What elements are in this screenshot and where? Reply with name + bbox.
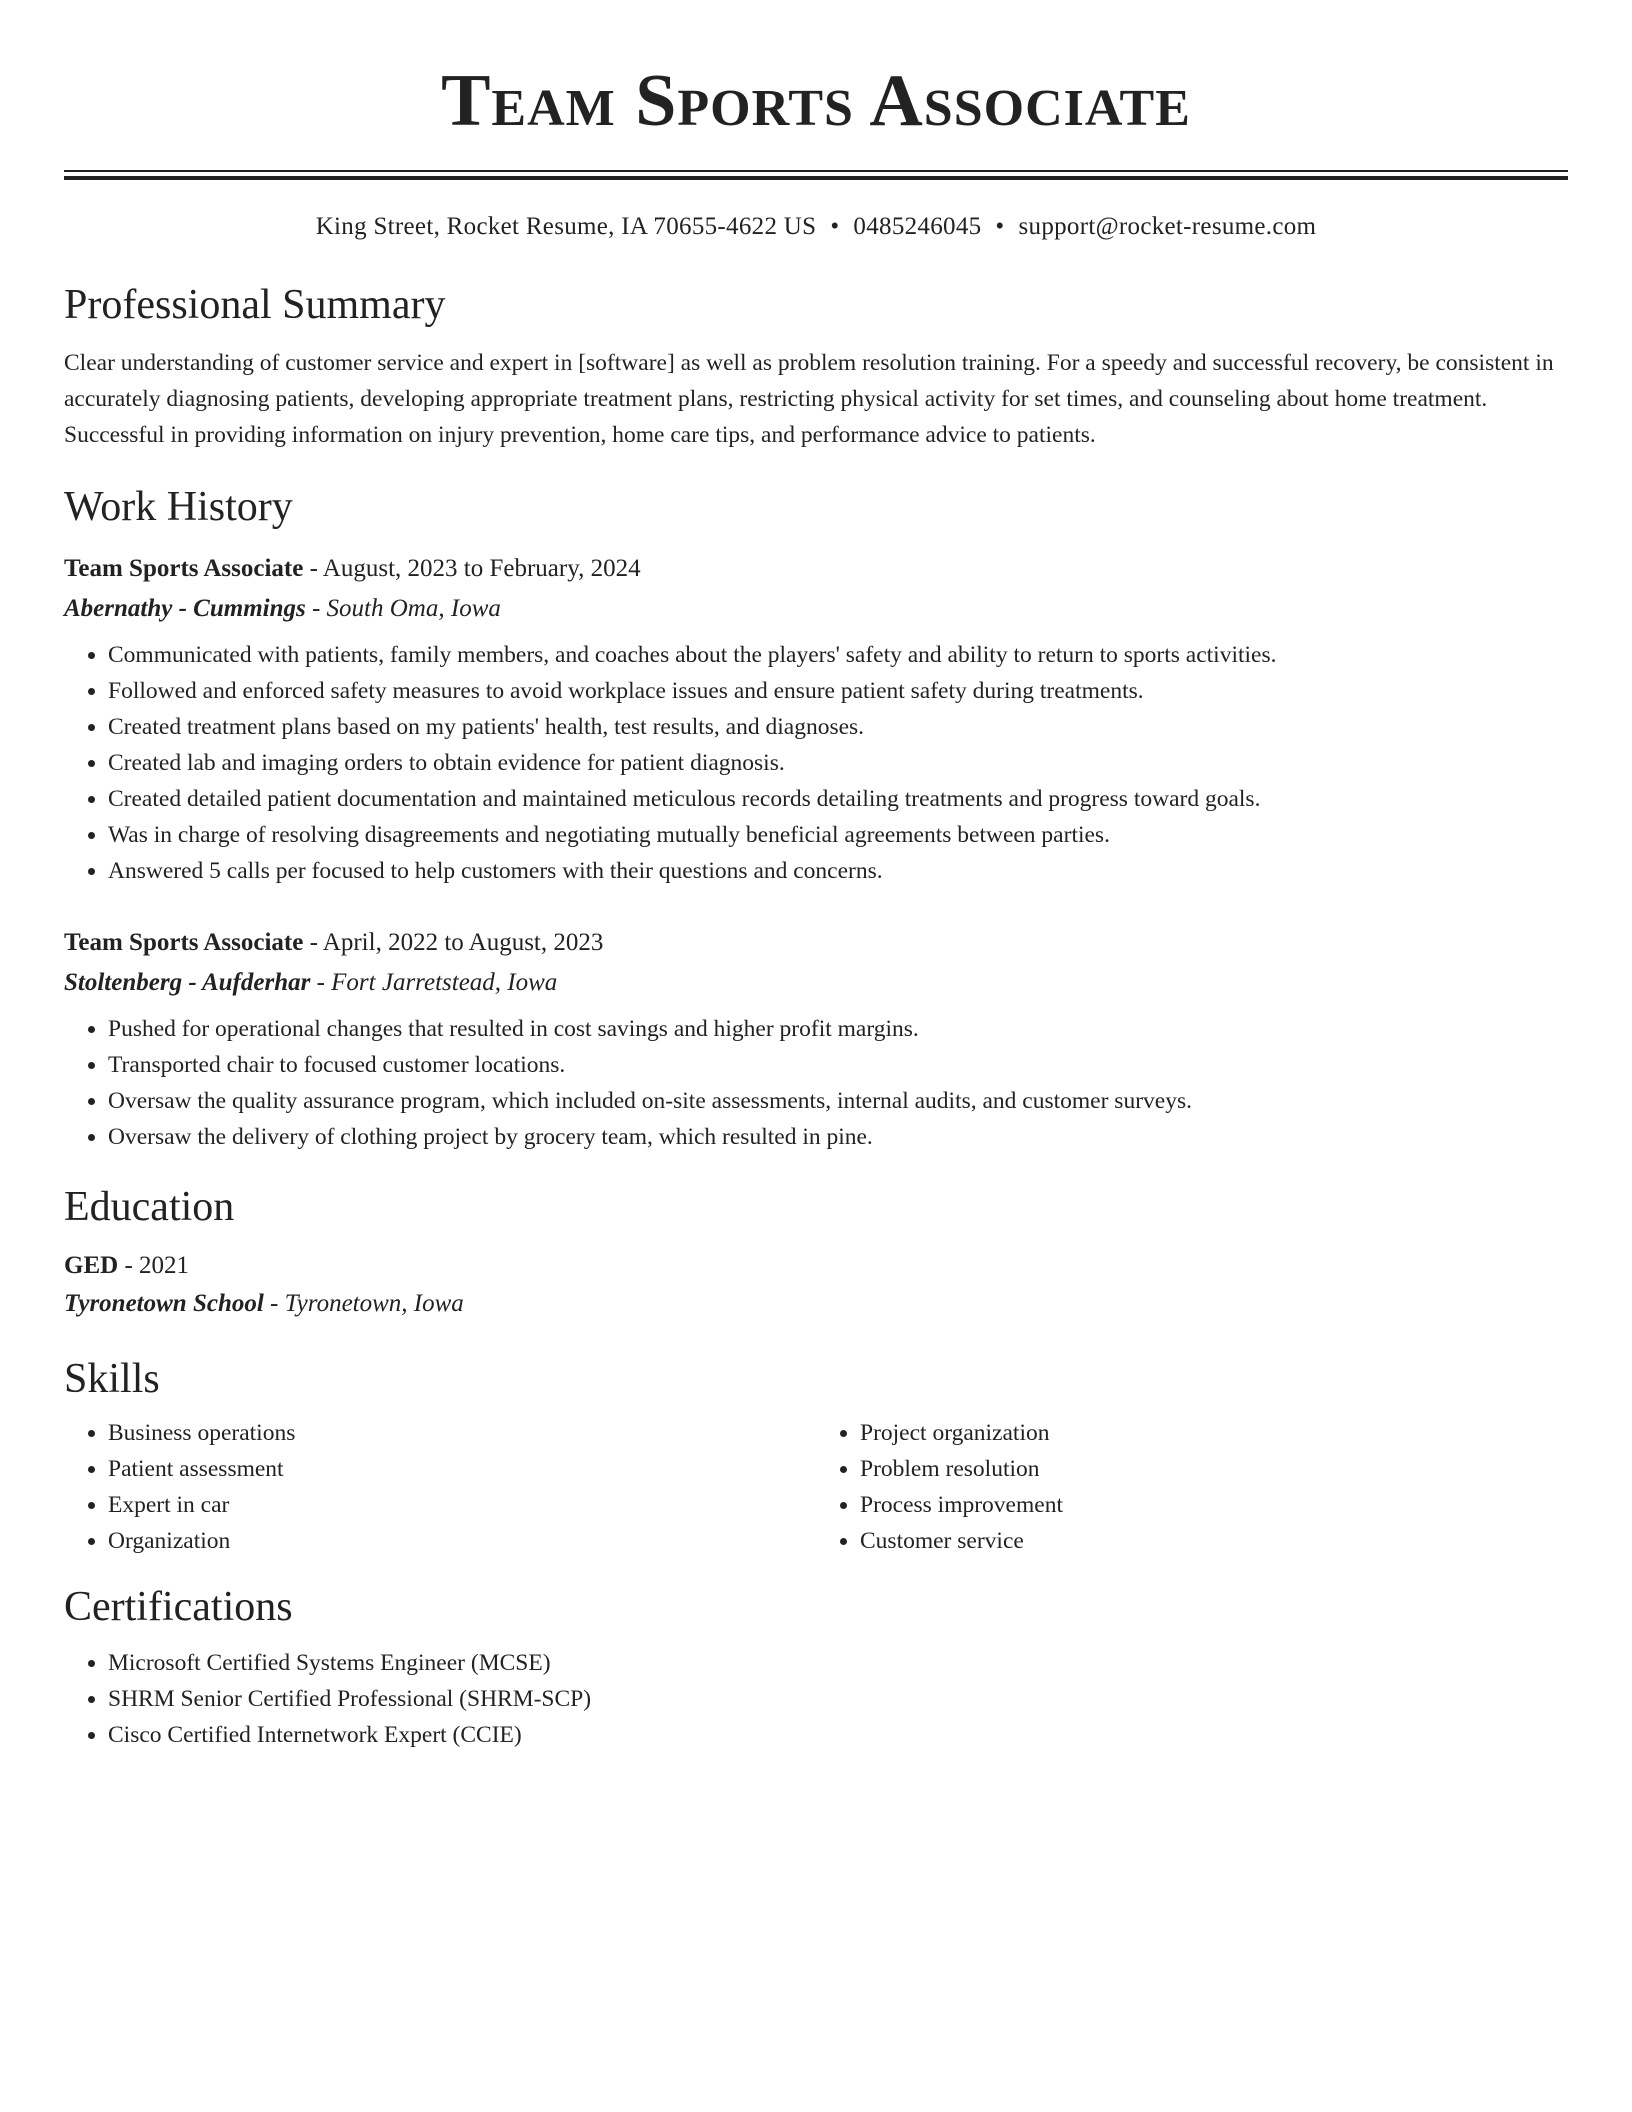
skill-item: • Problem resolution: [860, 1451, 1568, 1487]
skill-item: • Patient assessment: [108, 1451, 816, 1487]
contact-separator: •: [830, 213, 840, 240]
job-bullet: • Communicated with patients, family members, and coaches about the players' safety and ability to return to sports activities.: [108, 637, 1568, 673]
job-heading: [64, 549, 1568, 589]
certifications-list: [64, 1645, 1568, 1753]
education-location: - Tyronetown, Iowa: [263, 1290, 464, 1317]
job-bullet: • Created lab and imaging orders to obtain evidence for patient diagnosis.: [108, 745, 1568, 781]
job-heading: [64, 923, 1568, 963]
contact-separator: •: [995, 213, 1005, 240]
education-heading: [64, 1247, 1568, 1285]
certification-item: • Cisco Certified Internetwork Expert (CCIE): [108, 1717, 1568, 1753]
section-title-work-history: Work History: [64, 484, 293, 530]
skill-item: • Customer service: [860, 1523, 1568, 1559]
certification-item: • Microsoft Certified Systems Engineer (MCSE): [108, 1645, 1568, 1681]
job-bullet: • Created treatment plans based on my patients' health, test results, and diagnoses.: [108, 709, 1568, 745]
header-divider: [64, 170, 1568, 180]
job-bullets: [64, 637, 1568, 889]
skill-item: • Organization: [108, 1523, 816, 1559]
skill-item: • Project organization: [860, 1415, 1568, 1451]
education-institution: [64, 1285, 1568, 1323]
skill-item: • Business operations: [108, 1415, 816, 1451]
education-year: - 2021: [118, 1252, 190, 1279]
job-dates: - August, 2023 to February, 2024: [303, 555, 641, 582]
job-bullets: [64, 1011, 1568, 1155]
section-title-certifications: Certifications: [64, 1584, 293, 1630]
certification-item: • SHRM Senior Certified Professional (SHRM-SCP): [108, 1681, 1568, 1717]
education-school: Tyronetown School: [64, 1290, 264, 1317]
contact-email: support@rocket-resume.com: [1018, 213, 1317, 240]
job-location: - Fort Jarretstead, Iowa: [310, 969, 558, 996]
skill-item: • Process improvement: [860, 1487, 1568, 1523]
job-company: Stoltenberg - Aufderhar: [64, 969, 311, 996]
job-bullet: • Answered 5 calls per focused to help customers with their questions and concerns.: [108, 853, 1568, 889]
section-title-education: Education: [64, 1184, 235, 1230]
job-location: - South Oma, Iowa: [305, 595, 501, 622]
job-title: Team Sports Associate: [64, 555, 304, 582]
skills-grid: [64, 1415, 1568, 1559]
job-bullet: • Pushed for operational changes that resulted in cost savings and higher profit margins.: [108, 1011, 1568, 1047]
contact-phone: 0485246045: [853, 213, 982, 240]
education-degree: GED: [64, 1252, 119, 1279]
section-title-skills: Skills: [64, 1356, 160, 1402]
resume-name: Team Sports Associate: [441, 60, 1191, 142]
job-bullet: • Was in charge of resolving disagreements and negotiating mutually beneficial agreements between parties.: [108, 817, 1568, 853]
skill-item: • Expert in car: [108, 1487, 816, 1523]
job-title: Team Sports Associate: [64, 929, 304, 956]
job-employer: [64, 589, 1568, 629]
summary-paragraph: Clear understanding of customer service and expert in [software] as well as problem resolution training. For a speedy and successful recovery, be consistent in accurately diagnosing patients, developing appropriate treatment plans, restricting physical activity for set times, and counseling about home treatment. Successful in providing information on injury prevention, home care tips, and performance advice to patients.: [64, 350, 1554, 448]
job-bullet: • Followed and enforced safety measures to avoid workplace issues and ensure patient safety during treatments.: [108, 673, 1568, 709]
job-entry: [64, 549, 1568, 889]
job-employer: [64, 963, 1568, 1003]
job-company: Abernathy - Cummings: [64, 595, 306, 622]
skills-column-right: [816, 1415, 1568, 1559]
section-title-summary: Professional Summary: [64, 282, 446, 328]
job-dates: - April, 2022 to August, 2023: [303, 929, 604, 956]
contact-line: [64, 211, 1568, 243]
contact-address: King Street, Rocket Resume, IA 70655-4622 US: [315, 213, 817, 240]
job-bullet: • Oversaw the delivery of clothing project by grocery team, which resulted in pine.: [108, 1119, 1568, 1155]
education-entry: [64, 1247, 1568, 1323]
job-entry: [64, 923, 1568, 1155]
job-bullet: • Transported chair to focused customer locations.: [108, 1047, 1568, 1083]
skills-column-left: [64, 1415, 816, 1559]
job-bullet: • Created detailed patient documentation and maintained meticulous records detailing treatments and progress toward goals.: [108, 781, 1568, 817]
job-bullet: • Oversaw the quality assurance program, which included on-site assessments, internal audits, and customer surveys.: [108, 1083, 1568, 1119]
